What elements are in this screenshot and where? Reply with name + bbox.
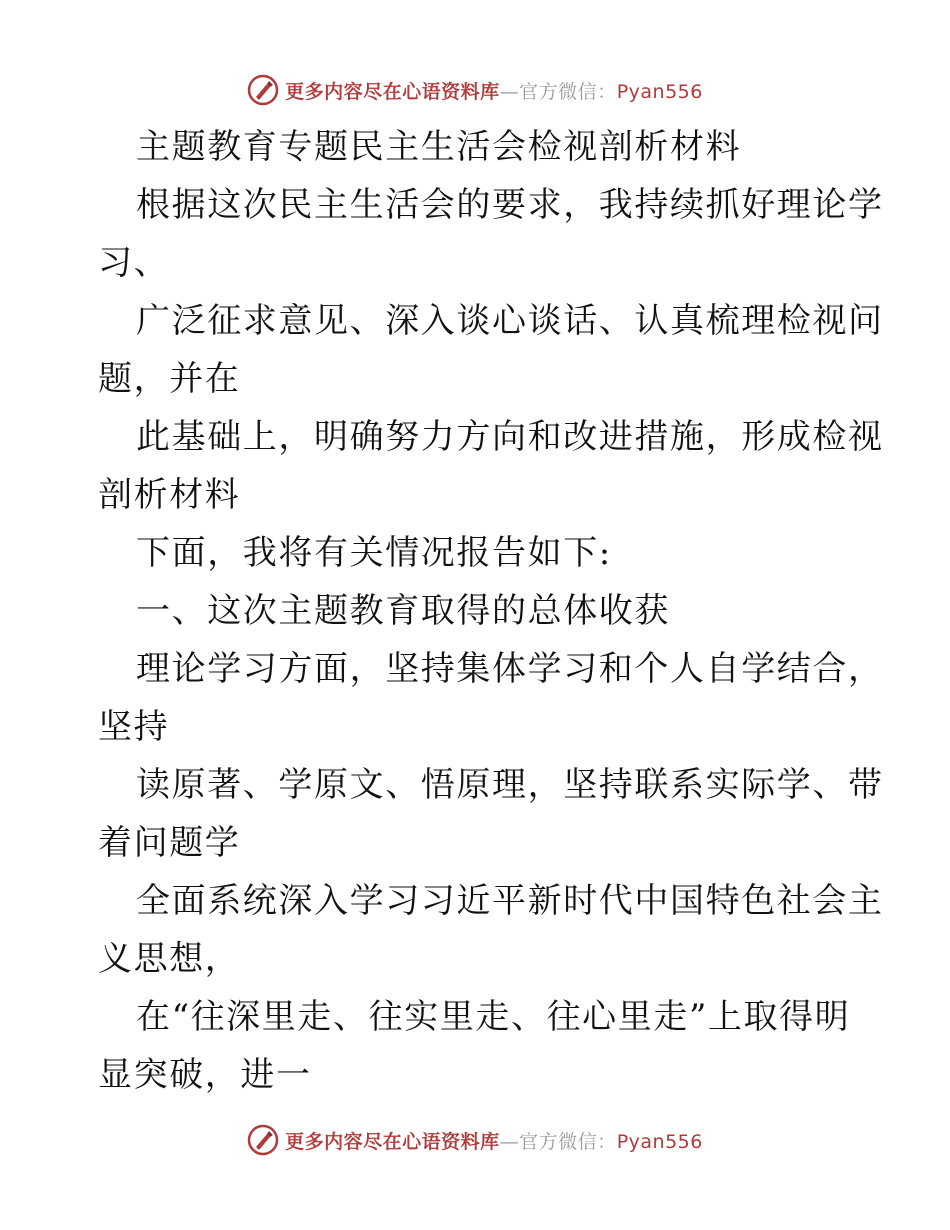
paragraph-line: 理论学习方面，坚持集体学习和个人自学结合， — [136, 649, 884, 689]
paragraph-line: 广泛征求意见、深入谈心谈话、认真梳理检视问 — [136, 301, 884, 341]
paragraph-line: 义思想， — [98, 939, 241, 979]
paragraph-line: 下面，我将有关情况报告如下: — [136, 533, 612, 573]
paragraph-line: 习、 — [98, 243, 170, 283]
paragraph-line: 读原著、学原文、悟原理，坚持联系实际学、带 — [136, 765, 884, 805]
banner-text — [285, 77, 703, 104]
paragraph-line: 坚持 — [98, 707, 170, 747]
banner-brand: 更多内容尽在心语资料库 — [285, 80, 500, 103]
banner-dash: — — [499, 1130, 520, 1153]
footer-banner — [0, 1120, 950, 1160]
section-heading: 一、这次主题教育取得的总体收获 — [136, 591, 670, 631]
paragraph-line: 显突破，进一 — [98, 1055, 312, 1095]
pen-logo-icon — [247, 1124, 279, 1156]
banner-text — [285, 1127, 703, 1154]
paragraph-line: 根据这次民主生活会的要求，我持续抓好理论学 — [136, 185, 884, 225]
document-title: 主题教育专题民主生活会检视剖析材料 — [136, 127, 742, 167]
header-banner — [0, 70, 950, 110]
pen-logo-icon — [247, 74, 279, 106]
banner-handle: Pyan556 — [616, 1130, 703, 1153]
banner-handle: Pyan556 — [616, 80, 703, 103]
banner-wechat-label: 官方微信： — [519, 1130, 617, 1153]
paragraph-line: 着问题学 — [98, 823, 241, 863]
paragraph-line: 全面系统深入学习习近平新时代中国特色社会主 — [136, 881, 884, 921]
banner-wechat-label: 官方微信： — [519, 80, 617, 103]
banner-dash: — — [499, 80, 520, 103]
paragraph-line: 题，并在 — [98, 359, 241, 399]
paragraph-line: 剖析材料 — [98, 475, 241, 515]
paragraph-line: 此基础上，明确努力方向和改进措施，形成检视 — [136, 417, 884, 457]
banner-brand: 更多内容尽在心语资料库 — [285, 1130, 500, 1153]
paragraph-line: 在“往深里走、往实里走、往心里走”上取得明 — [136, 997, 851, 1037]
